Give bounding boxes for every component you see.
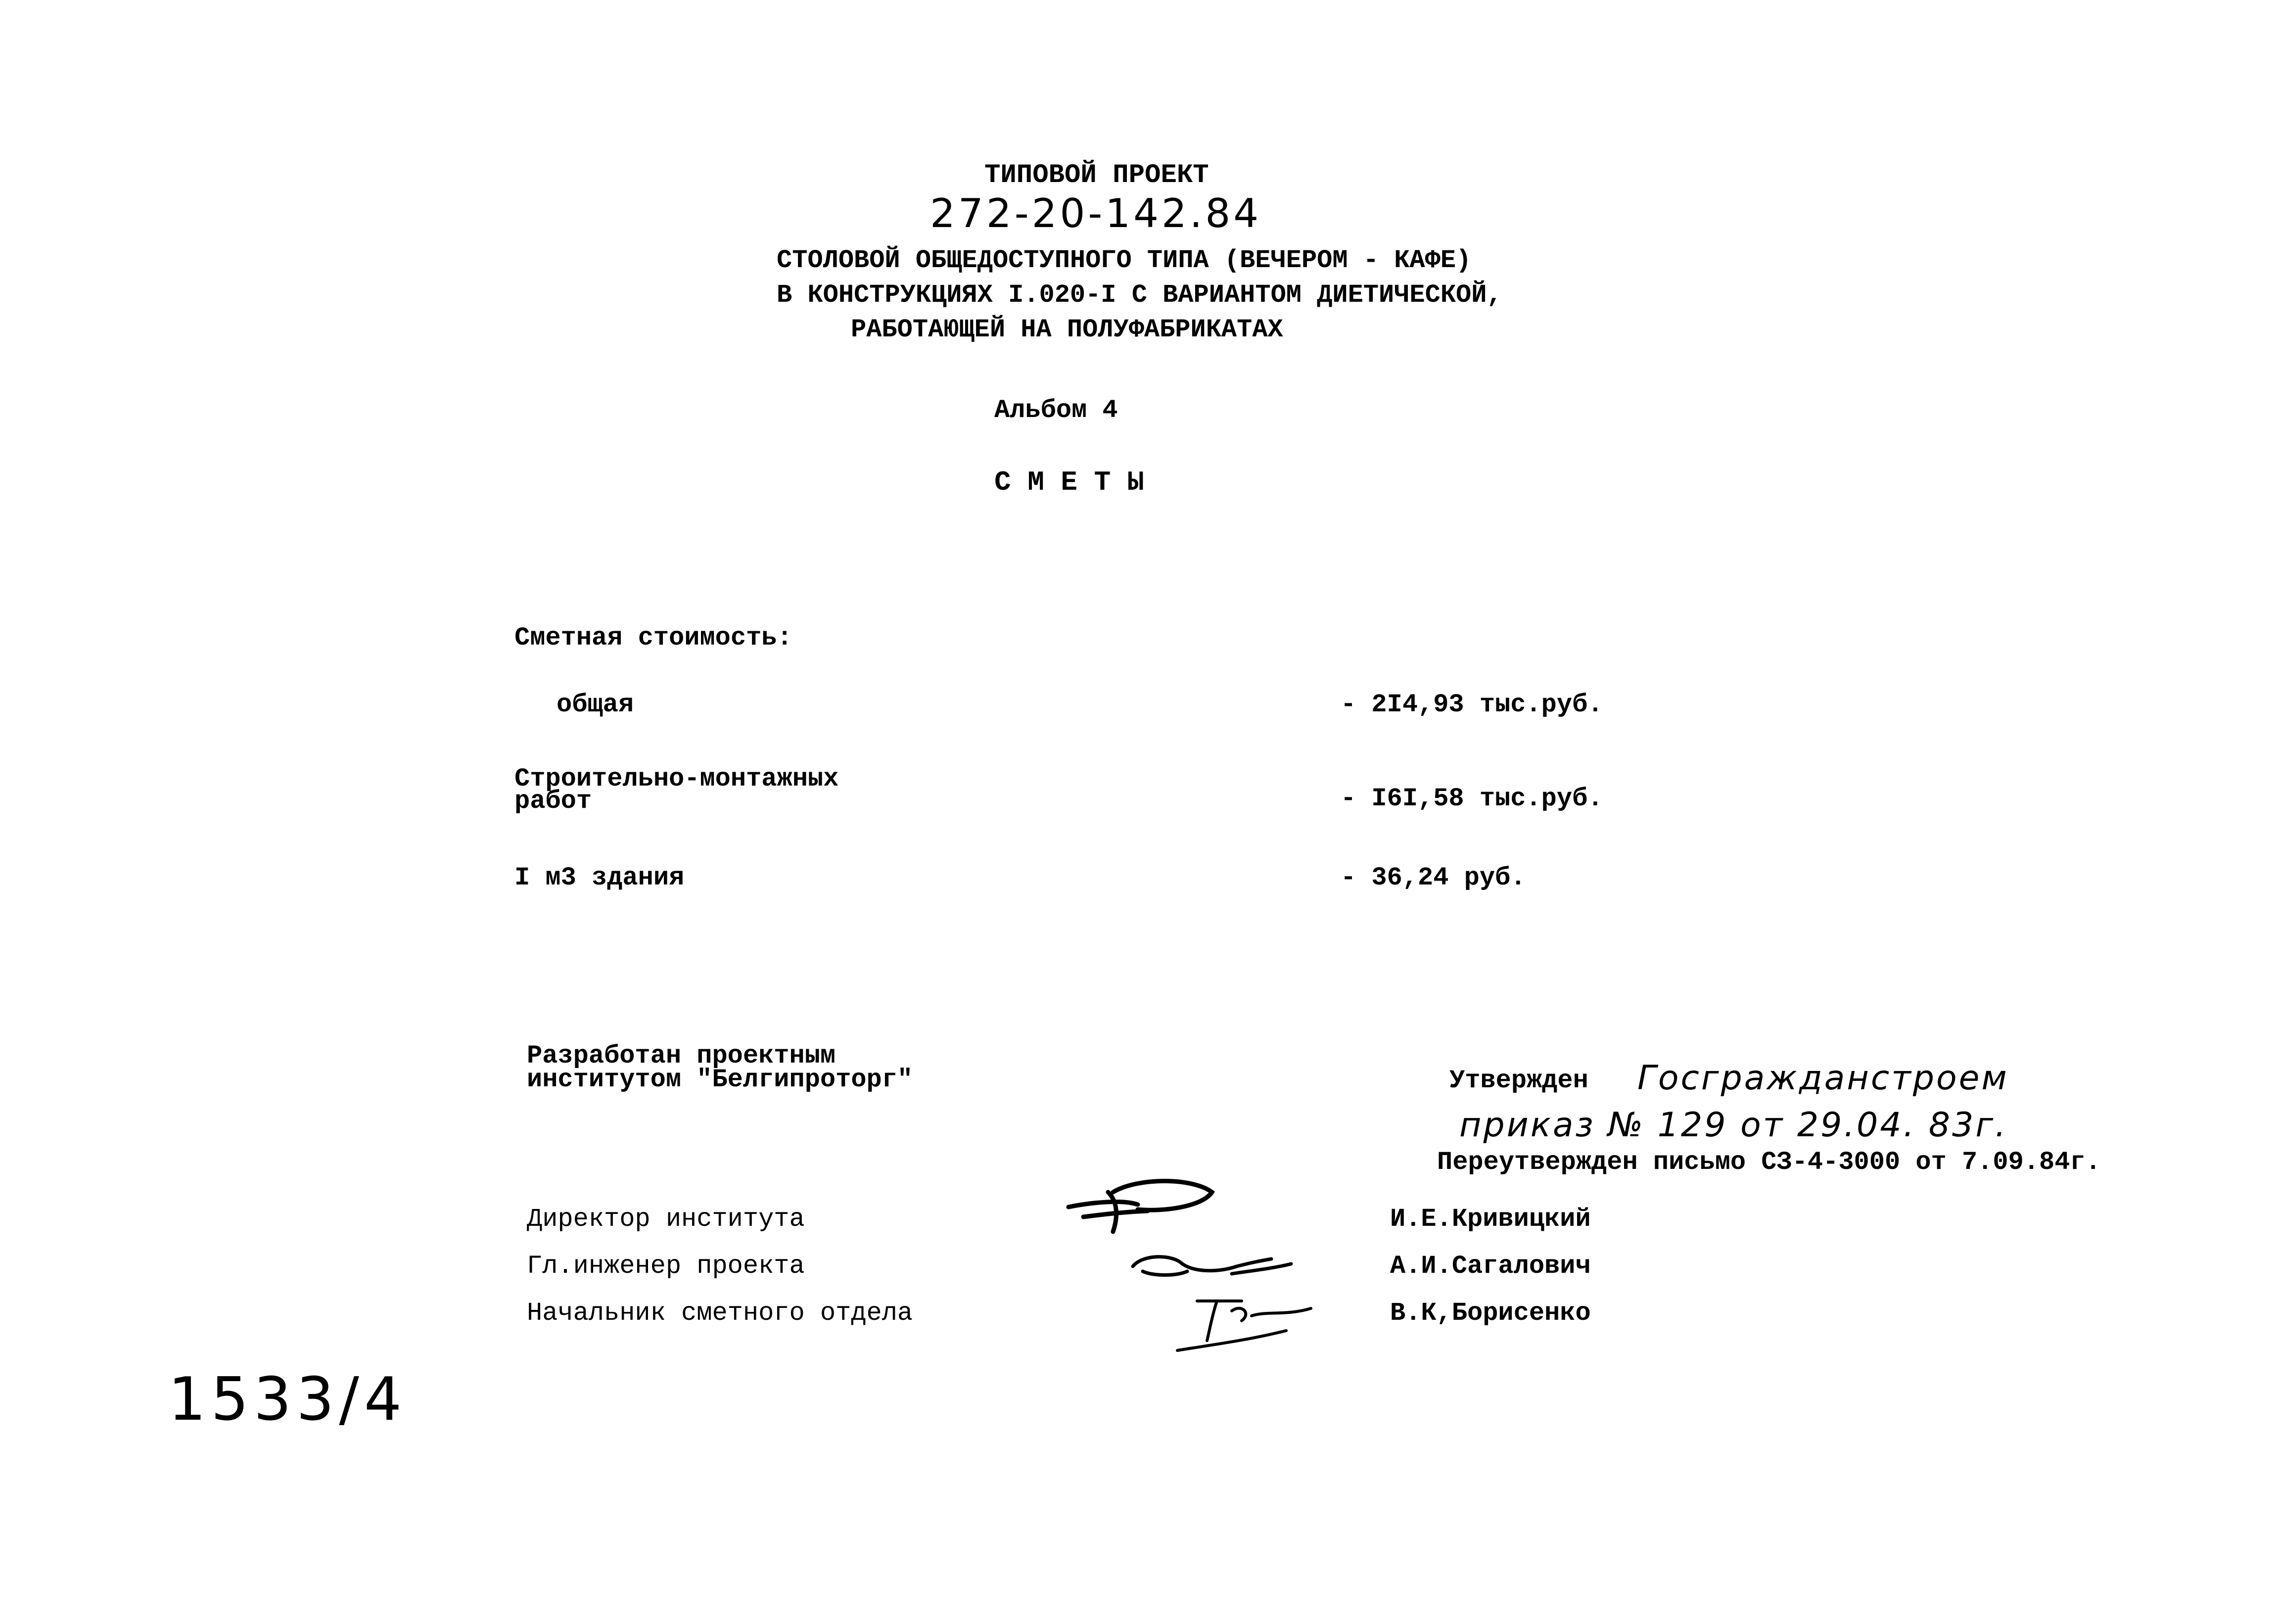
signatory-role-director: Директор института xyxy=(527,1205,805,1234)
title-line-3: РАБОТАЮЩЕЙ НА ПОЛУФАБРИКАТАХ xyxy=(851,315,1283,344)
title-line-2: В КОНСТРУКЦИЯХ I.020-I С ВАРИАНТОМ ДИЕТИЧЕСКОЙ, xyxy=(777,280,1502,310)
cost-construction-label-1: Строительно-монтажных xyxy=(514,764,839,793)
approval-order: приказ № 129 от 29.04. 83г. xyxy=(1459,1106,2008,1145)
cost-construction-value: - I6I,58 тыс.руб. xyxy=(1341,784,1603,813)
reapproval-note: Переутвержден письмо СЗ-4-3000 от 7.09.84г. xyxy=(1437,1148,2101,1177)
section-title: С М Е Т Ы xyxy=(994,466,1144,498)
signature-estimate-head xyxy=(1167,1286,1326,1360)
developer-line-2: институтом "Белгипроторг" xyxy=(527,1065,913,1094)
archive-number: 1533/4 xyxy=(168,1365,407,1434)
project-number: 272-20-142.84 xyxy=(930,190,1262,236)
signatory-role-chief-engineer: Гл.инженер проекта xyxy=(527,1252,805,1281)
cost-total-value: - 2I4,93 тыс.руб. xyxy=(1341,690,1603,719)
album-label: Альбом 4 xyxy=(994,396,1118,425)
cost-per-m3-label: I м3 здания xyxy=(514,863,685,892)
cost-construction-label-2: работ xyxy=(514,787,592,816)
signatory-role-estimate-head: Начальник сметного отдела xyxy=(527,1299,913,1328)
signature-chief-engineer xyxy=(1123,1244,1301,1289)
signatory-name-estimate-head: В.К,Борисенко xyxy=(1390,1299,1591,1328)
approval-label: Утвержден xyxy=(1449,1066,1588,1095)
developer-line-1: Разработан проектным xyxy=(527,1041,836,1070)
cost-total-label: общая xyxy=(557,690,634,719)
project-type-label: ТИПОВОЙ ПРОЕКТ xyxy=(984,160,1209,190)
cost-per-m3-value: - 36,24 руб. xyxy=(1341,863,1526,892)
cost-heading: Сметная стоимость: xyxy=(514,623,792,652)
title-line-1: СТОЛОВОЙ ОБЩЕДОСТУПНОГО ТИПА (ВЕЧЕРОМ - КАФЕ) xyxy=(777,246,1472,275)
approval-organization: Госгражданстроем xyxy=(1637,1059,2009,1098)
signatory-name-director: И.Е.Кривицкий xyxy=(1390,1205,1591,1234)
signatory-name-chief-engineer: А.И.Сагалович xyxy=(1390,1252,1591,1281)
signature-director xyxy=(1064,1172,1222,1237)
